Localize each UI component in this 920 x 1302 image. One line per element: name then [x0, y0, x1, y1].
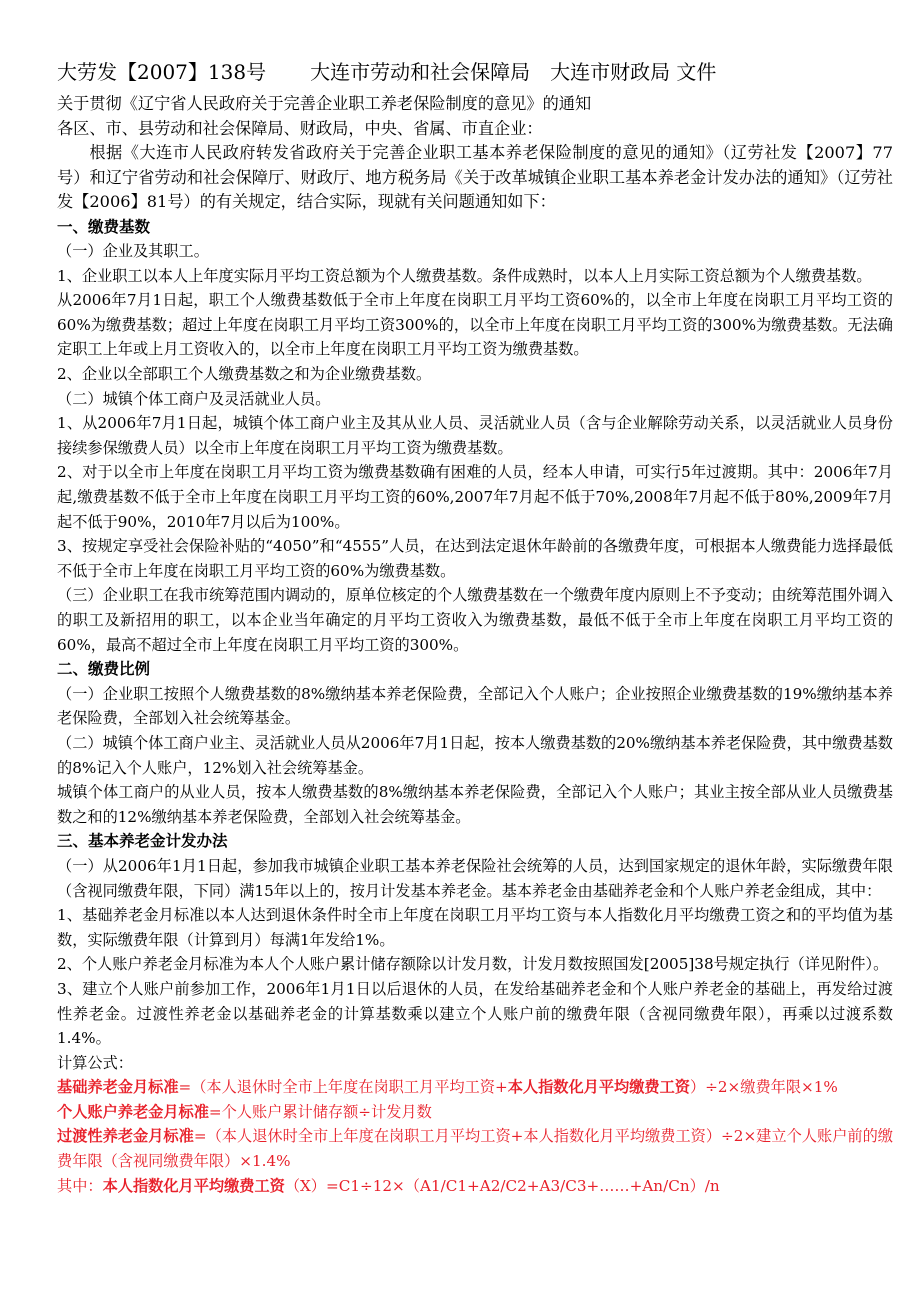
intro-paragraph: 根据《大连市人民政府转发省政府关于完善企业职工基本养老保险制度的意见的通知》（辽劳社发【2007】77号）和辽宁省劳动和社会保障厅、财政厅、地方税务局《关于改革城镇企业职工基本养老金计发办法的通知》（辽劳社发【2006】81号）的有关规定，结合实际，现就有关问题通知如下： — [57, 143, 893, 211]
formula-transition-pension-term: 过渡性养老金月标准 — [57, 1127, 194, 1146]
formula-basic-pension-c: ）÷2×缴费年限×1% — [689, 1078, 838, 1097]
section-2-sub-2: （二）城镇个体工商户业主、灵活就业人员从2006年7月1日起，按本人缴费基数的20%缴纳基本养老保险费，其中缴费基数的8%记入个人账户，12%划入社会统筹基金。 — [57, 733, 893, 777]
formula-basic-pension-b: 本人指数化月平均缴费工资 — [507, 1078, 690, 1097]
formula-transition-pension — [57, 1124, 893, 1173]
formula-basic-pension-a: =（本人退休时全市上年度在岗职工月平均工资+ — [178, 1078, 508, 1097]
formula-account-pension-rest: =个人账户累计储存额÷计发月数 — [208, 1102, 432, 1121]
doc-number: 大劳发【2007】138号 — [57, 60, 267, 84]
formula-account-pension — [57, 1100, 893, 1125]
formula-basic-pension-term: 基础养老金月标准 — [57, 1078, 179, 1097]
formula-basic-pension — [57, 1075, 893, 1100]
addressee: 各区、市、县劳动和社会保障局、财政局，中央、省属、市直企业： — [57, 118, 543, 138]
section-1-sub-2-item-3: 3、按规定享受社会保险补贴的“4050”和“4555”人员，在达到法定退休年龄前的各缴费年度，可根据本人缴费能力选择最低不低于全市上年度在岗职工月平均工资的60%为缴费基数。 — [57, 537, 893, 580]
section-3-heading: 三、基本养老金计发办法 — [57, 831, 228, 851]
document-header — [57, 58, 893, 86]
section-1-item-1b: 从2006年7月1日起，职工个人缴费基数低于全市上年度在岗职工月平均工资60%的，以全市上年度在岗职工月平均工资的60%为缴费基数；超过上年度在岗职工月平均工资300%的，以全市上年度在岗职工月平均工资的300%为缴费基数。无法确定职工上年或上月工资收入的，以全市上年度在岗职工月平均工资为缴费基数。 — [57, 291, 893, 359]
section-3-item-3: 3、建立个人账户前参加工作，2006年1月1日以后退休的人员，在发给基础养老金和个人账户养老金的基础上，再发给过渡性养老金。过渡性养老金以基础养老金的计算基数乘以建立个人账户前的缴费年限（含视同缴费年限），再乘以过渡系数1.4%。 — [57, 979, 893, 1048]
formula-indexed-wage-prefix: 其中： — [57, 1176, 103, 1195]
section-1-sub-2: （二）城镇个体工商户及灵活就业人员。 — [57, 389, 331, 408]
section-1-sub-1: （一）企业及其职工。 — [57, 242, 209, 261]
section-2-sub-1: （一）企业职工按照个人缴费基数的8%缴纳基本养老保险费，全部记入个人账户；企业按照企业缴费基数的19%缴纳基本养老保险费，全部划入社会统筹基金。 — [57, 684, 893, 728]
issuers: 大连市劳动和社会保障局 大连市财政局 文件 — [310, 60, 717, 84]
section-1-sub-2-item-1: 1、从2006年7月1日起，城镇个体工商户业主及其从业人员、灵活就业人员（含与企业解除劳动关系，以灵活就业人员身份接续参保缴费人员）以全市上年度在岗职工月平均工资为缴费基数。 — [57, 414, 893, 457]
section-3-item-2: 2、个人账户养老金月标准为本人个人账户累计储存额除以计发月数，计发月数按照国发[2005]38号规定执行（详见附件）。 — [57, 955, 889, 974]
formula-indexed-wage — [57, 1174, 893, 1199]
section-1-sub-2-item-2: 2、对于以全市上年度在岗职工月平均工资为缴费基数确有困难的人员，经本人申请，可实行5年过渡期。其中：2006年7月起,缴费基数不低于全市上年度在岗职工月平均工资的60%,2007年7月起不低于70%,2008年7月起不低于80%,2009年7月起不低于90%，2010年7月以后为100%。 — [57, 463, 893, 531]
formula-transition-pension-rest: =（本人退休时全市上年度在岗职工月平均工资+本人指数化月平均缴费工资）÷2×建立个人账户前的缴费年限（含视同缴费年限）×1.4% — [57, 1127, 893, 1171]
section-2-heading: 二、缴费比例 — [57, 659, 151, 679]
formula-indexed-wage-rest: （X）=C1÷12×（A1/C1+A2/C2+A3/C3+……+An/Cn）/n — [284, 1176, 720, 1195]
formula-indexed-wage-term: 本人指数化月平均缴费工资 — [102, 1176, 285, 1195]
section-3-item-1: 1、基础养老金月标准以本人达到退休条件时全市上年度在岗职工月平均工资与本人指数化月平均缴费工资之和的平均值为基数，实际缴费年限（计算到月）每满1年发给1%。 — [57, 906, 893, 949]
formula-label: 计算公式： — [57, 1053, 133, 1072]
document-page — [57, 58, 893, 1198]
section-3-sub-1: （一）从2006年1月1日起，参加我市城镇企业职工基本养老保险社会统筹的人员，达到国家规定的退休年龄，实际缴费年限（含视同缴费年限，下同）满15年以上的，按月计发基本养老金。基本养老金由基础养老金和个人账户养老金组成，其中： — [57, 856, 893, 900]
doc-title: 关于贯彻《辽宁省人民政府关于完善企业职工养老保险制度的意见》的通知 — [57, 94, 592, 113]
section-1-sub-3: （三）企业职工在我市统筹范围内调动的，原单位核定的个人缴费基数在一个缴费年度内原则上不予变动；由统筹范围外调入的职工及新招用的职工，以本企业当年确定的月平均工资收入为缴费基数，最低不低于全市上年度在岗职工月平均工资的60%，最高不超过全市上年度在岗职工月平均工资的300%。 — [57, 586, 893, 654]
formula-account-pension-term: 个人账户养老金月标准 — [57, 1102, 209, 1121]
section-1-item-1: 1、企业职工以本人上年度实际月平均工资总额为个人缴费基数。条件成熟时，以本人上月实际工资总额为个人缴费基数。 — [57, 266, 872, 285]
section-1-heading: 一、缴费基数 — [57, 216, 151, 236]
section-1-item-2: 2、企业以全部职工个人缴费基数之和为企业缴费基数。 — [57, 365, 432, 384]
section-2-sub-2b: 城镇个体工商户的从业人员，按本人缴费基数的8%缴纳基本养老保险费，全部记入个人账户；其业主按全部从业人员缴费基数之和的12%缴纳基本养老保险费，全部划入社会统筹基金。 — [57, 783, 893, 826]
